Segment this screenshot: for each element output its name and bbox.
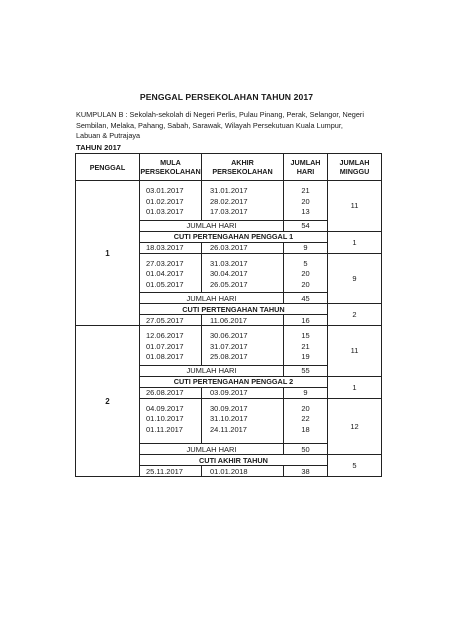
cuti-title: CUTI PERTENGAHAN TAHUN [140, 304, 328, 315]
minggu-cell: 12 [328, 398, 382, 455]
table-row [76, 326, 382, 366]
mula-cell: 18.03.2017 [140, 242, 202, 253]
total-cell: 54 [284, 220, 328, 231]
total-cell: 55 [284, 365, 328, 376]
akhir-cell: 31.03.2017 30.04.2017 26.05.2017 [202, 253, 284, 293]
akhir-cell: 26.03.2017 [202, 242, 284, 253]
akhir-cell: 03.09.2017 [202, 387, 284, 398]
mula-cell: 12.06.2017 01.07.2017 01.08.2017 [140, 326, 202, 366]
penggal-label: 2 [76, 326, 140, 477]
penggal-label: 1 [76, 181, 140, 326]
jumlah-hari-label: JUMLAH HARI [140, 444, 284, 455]
header-mula: MULA PERSEKOLAHAN [140, 154, 202, 181]
jumlah-hari-label: JUMLAH HARI [140, 293, 284, 304]
mula-cell: 03.01.2017 01.02.2017 01.03.2017 [140, 181, 202, 221]
hari-cell: 16 [284, 315, 328, 326]
akhir-cell: 11.06.2017 [202, 315, 284, 326]
cuti-title: CUTI AKHIR TAHUN [140, 455, 328, 466]
minggu-cell: 5 [328, 455, 382, 477]
hari-cell: 20 22 18 [284, 398, 328, 444]
mula-cell: 26.08.2017 [140, 387, 202, 398]
akhir-cell: 01.01.2018 [202, 466, 284, 477]
minggu-cell: 11 [328, 181, 382, 232]
hari-cell: 5 20 20 [284, 253, 328, 293]
header-penggal: PENGGAL [76, 154, 140, 181]
header-jumlah-minggu: JUMLAH MINGGU [328, 154, 382, 181]
minggu-cell: 2 [328, 304, 382, 326]
cuti-title: CUTI PERTENGAHAN PENGGAL 2 [140, 376, 328, 387]
hari-cell: 21 20 13 [284, 181, 328, 221]
year-label: TAHUN 2017 [76, 143, 122, 152]
group-description: KUMPULAN B : Sekolah-sekolah di Negeri Perlis, Pulau Pinang, Perak, Selangor, Negeri Sembilan, Melaka, Pahang, Sabah, Sarawak, Wilayah Persekutuan Kuala Lumpur, Labuan & Putrajaya [76, 110, 364, 141]
mula-cell: 04.09.2017 01.10.2017 01.11.2017 [140, 398, 202, 444]
mula-cell: 25.11.2017 [140, 466, 202, 477]
akhir-cell: 30.09.2017 31.10.2017 24.11.2017 [202, 398, 284, 444]
jumlah-hari-label: JUMLAH HARI [140, 365, 284, 376]
jumlah-hari-label: JUMLAH HARI [140, 220, 284, 231]
table-row [76, 181, 382, 221]
akhir-cell: 31.01.2017 28.02.2017 17.03.2017 [202, 181, 284, 221]
mula-cell: 27.03.2017 01.04.2017 01.05.2017 [140, 253, 202, 293]
mula-cell: 27.05.2017 [140, 315, 202, 326]
school-term-table [75, 153, 382, 477]
page-title: PENGGAL PERSEKOLAHAN TAHUN 2017 [139, 92, 314, 102]
minggu-cell: 1 [328, 231, 382, 253]
minggu-cell: 11 [328, 326, 382, 377]
hari-cell: 9 [284, 387, 328, 398]
minggu-cell: 9 [328, 253, 382, 304]
hari-cell: 38 [284, 466, 328, 477]
total-cell: 50 [284, 444, 328, 455]
hari-cell: 9 [284, 242, 328, 253]
header-akhir: AKHIR PERSEKOLAHAN [202, 154, 284, 181]
total-cell: 45 [284, 293, 328, 304]
akhir-cell: 30.06.2017 31.07.2017 25.08.2017 [202, 326, 284, 366]
cuti-title: CUTI PERTENGAHAN PENGGAL 1 [140, 231, 328, 242]
header-jumlah-hari: JUMLAH HARI [284, 154, 328, 181]
minggu-cell: 1 [328, 376, 382, 398]
hari-cell: 15 21 19 [284, 326, 328, 366]
